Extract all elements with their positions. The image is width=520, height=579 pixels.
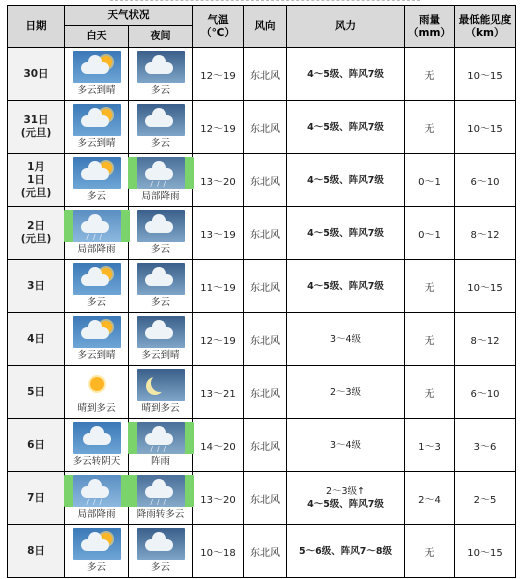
wind-dir-cell: 东北风 — [244, 101, 287, 154]
day-weather-cell — [65, 419, 129, 472]
header-wind-dir: 风向 — [244, 6, 287, 48]
day-weather-label: 多云转阴天 — [72, 456, 121, 467]
partly-cloudy-day-icon — [73, 528, 121, 560]
date-text: 5日 — [27, 385, 45, 398]
cloudy-night-icon — [137, 263, 185, 295]
temp-cell: 13～20 — [193, 472, 244, 525]
rain-cell: 无 — [405, 366, 455, 419]
wind-dir-cell: 东北风 — [244, 313, 287, 366]
wind-force-text: 4～5级、阵风7级 — [307, 68, 384, 80]
temp-cell: 12～19 — [193, 48, 244, 101]
date-cell — [8, 313, 65, 366]
wind-dir-cell: 东北风 — [244, 260, 287, 313]
wind-force-text: 3～4级 — [329, 439, 362, 451]
date-cell — [8, 207, 65, 260]
night-weather-label: 降雨转多云 — [136, 509, 185, 520]
rain-day-icon: / / / — [73, 475, 121, 507]
night-weather-cell — [129, 313, 193, 366]
wind-force-text: 2～3级↑ — [325, 486, 366, 497]
date-cell — [8, 366, 65, 419]
date-text: 1月 1日 (元旦) — [20, 160, 52, 199]
wind-force-text: 4～5级、阵风7级 — [307, 121, 384, 133]
day-weather-cell — [65, 101, 129, 154]
visibility-cell: 8～12 — [455, 207, 516, 260]
header-temp-text: 气温 （℃） — [201, 13, 235, 39]
day-weather-label: 多云到晴 — [77, 350, 116, 361]
wind-force-cell — [287, 419, 405, 472]
day-weather-cell — [65, 260, 129, 313]
sunny-day-icon — [73, 369, 121, 401]
wind-force-cell — [287, 260, 405, 313]
day-weather-cell — [65, 472, 129, 525]
night-weather-cell — [129, 472, 193, 525]
date-cell — [8, 48, 65, 101]
rain-cell: 2～4 — [405, 472, 455, 525]
night-weather-label: 局部降雨 — [141, 191, 180, 202]
day-weather-cell — [65, 313, 129, 366]
night-weather-label: 多云 — [150, 244, 170, 255]
cloudy-night-icon — [137, 210, 185, 242]
cloudy-night-icon — [137, 104, 185, 136]
night-weather-label: 晴到多云 — [141, 403, 180, 414]
top-divider — [110, 0, 420, 4]
table-row — [8, 207, 516, 260]
header-day: 白天 — [65, 26, 129, 48]
day-weather-label: 多云 — [86, 297, 106, 308]
date-text: 31日 (元旦) — [20, 114, 52, 139]
rain-night-icon: / / / — [137, 475, 185, 507]
day-weather-cell — [65, 207, 129, 260]
rain-cell: 无 — [405, 525, 455, 578]
day-weather-label: 局部降雨 — [77, 509, 116, 520]
temp-cell: 13～19 — [193, 207, 244, 260]
date-text: 3日 — [27, 279, 45, 292]
cloudy-night-icon — [137, 316, 185, 348]
temp-cell: 14～20 — [193, 419, 244, 472]
visibility-cell: 10～15 — [455, 101, 516, 154]
wind-force-cell — [287, 472, 405, 525]
table-row — [8, 313, 516, 366]
partly-cloudy-day-icon — [73, 51, 121, 83]
table-row — [8, 472, 516, 525]
wind-force-text-2: 4～5级、阵风7级 — [307, 499, 384, 510]
wind-dir-cell: 东北风 — [244, 207, 287, 260]
day-weather-cell — [65, 154, 129, 207]
wind-dir-cell: 东北风 — [244, 419, 287, 472]
header-visibility — [455, 6, 516, 48]
temp-cell: 13～21 — [193, 366, 244, 419]
rain-day-icon: / / / — [73, 210, 121, 242]
wind-force-cell — [287, 366, 405, 419]
overcast-day-icon — [73, 422, 121, 454]
table-row — [8, 366, 516, 419]
table-row — [8, 419, 516, 472]
partly-cloudy-day-icon — [73, 263, 121, 295]
wind-dir-cell: 东北风 — [244, 525, 287, 578]
date-text: 8日 — [27, 544, 45, 557]
weather-forecast-table — [7, 5, 516, 578]
visibility-cell: 6～10 — [455, 366, 516, 419]
rain-cell: 无 — [405, 48, 455, 101]
date-text: 4日 — [27, 332, 45, 345]
day-weather-label: 局部降雨 — [77, 244, 116, 255]
partly-cloudy-day-icon — [73, 316, 121, 348]
visibility-cell: 6～10 — [455, 154, 516, 207]
temp-cell: 13～20 — [193, 154, 244, 207]
night-weather-label: 多云 — [150, 562, 170, 573]
date-cell — [8, 419, 65, 472]
day-weather-label: 多云到晴 — [77, 85, 116, 96]
table-row — [8, 260, 516, 313]
temp-cell: 10～18 — [193, 525, 244, 578]
night-weather-cell — [129, 154, 193, 207]
temp-cell: 12～19 — [193, 101, 244, 154]
wind-force-cell — [287, 101, 405, 154]
night-weather-cell — [129, 48, 193, 101]
table-row — [8, 154, 516, 207]
visibility-cell: 10～15 — [455, 260, 516, 313]
header-rain — [405, 6, 455, 48]
wind-dir-cell: 东北风 — [244, 472, 287, 525]
wind-force-cell — [287, 154, 405, 207]
header-visibility-text: 最低能见度 （km） — [458, 13, 512, 39]
temp-cell: 11～19 — [193, 260, 244, 313]
date-text: 7日 — [27, 491, 45, 504]
rain-cell: 1～3 — [405, 419, 455, 472]
temp-cell: 12～19 — [193, 313, 244, 366]
header-rain-text: 雨量 （mm） — [408, 13, 451, 39]
night-weather-cell — [129, 101, 193, 154]
night-weather-cell — [129, 207, 193, 260]
wind-dir-cell: 东北风 — [244, 48, 287, 101]
wind-force-cell — [287, 207, 405, 260]
rain-cell: 0～1 — [405, 207, 455, 260]
partly-cloudy-day-icon — [73, 104, 121, 136]
wind-force-cell — [287, 48, 405, 101]
date-text: 6日 — [27, 438, 45, 451]
day-weather-cell — [65, 525, 129, 578]
header-date: 日期 — [8, 6, 65, 48]
date-cell — [8, 154, 65, 207]
rain-night-icon: / / / — [137, 157, 185, 189]
date-cell — [8, 472, 65, 525]
header-wind-force: 风力 — [287, 6, 405, 48]
day-weather-cell — [65, 366, 129, 419]
wind-force-text: 3～4级 — [329, 333, 362, 345]
night-weather-cell — [129, 366, 193, 419]
wind-dir-cell: 东北风 — [244, 366, 287, 419]
visibility-cell: 10～15 — [455, 525, 516, 578]
visibility-cell: 2～5 — [455, 472, 516, 525]
header-night: 夜间 — [129, 26, 193, 48]
header-weather: 天气状况 — [65, 6, 193, 26]
clear-night-icon — [137, 369, 185, 401]
day-weather-label: 多云 — [86, 191, 106, 202]
day-weather-label: 多云到晴 — [77, 138, 116, 149]
day-weather-cell — [65, 48, 129, 101]
night-weather-cell — [129, 419, 193, 472]
wind-force-text: 4～5级、阵风7级 — [307, 174, 384, 186]
rain-cell: 无 — [405, 101, 455, 154]
visibility-cell: 3～6 — [455, 419, 516, 472]
partly-cloudy-day-icon — [73, 157, 121, 189]
rain-cell: 0～1 — [405, 154, 455, 207]
rain-cell: 无 — [405, 313, 455, 366]
wind-force-cell — [287, 313, 405, 366]
night-weather-cell — [129, 260, 193, 313]
date-cell — [8, 101, 65, 154]
wind-force-text: 4～5级、阵风7级 — [307, 227, 384, 239]
wind-force-text: 5～6级、阵风7～8级 — [299, 545, 392, 557]
day-weather-label: 晴到多云 — [77, 403, 116, 414]
wind-dir-cell: 东北风 — [244, 154, 287, 207]
date-cell — [8, 260, 65, 313]
date-text: 30日 — [23, 67, 49, 80]
night-weather-label: 多云到晴 — [141, 350, 180, 361]
wind-force-text: 4～5级、阵风7级 — [307, 280, 384, 292]
visibility-cell: 10～15 — [455, 48, 516, 101]
wind-force-cell — [287, 525, 405, 578]
day-weather-label: 多云 — [86, 562, 106, 573]
visibility-cell: 8～12 — [455, 313, 516, 366]
night-weather-label: 多云 — [150, 85, 170, 96]
header-temp — [193, 6, 244, 48]
date-cell — [8, 525, 65, 578]
cloudy-night-icon — [137, 528, 185, 560]
date-text: 2日 (元旦) — [20, 220, 52, 245]
night-weather-label: 阵雨 — [150, 456, 170, 467]
night-weather-label: 多云 — [150, 138, 170, 149]
table-row — [8, 101, 516, 154]
night-weather-label: 多云 — [150, 297, 170, 308]
table-row — [8, 48, 516, 101]
wind-force-text: 2～3级 — [329, 386, 362, 398]
rain-night-icon: / / / — [137, 422, 185, 454]
table-row — [8, 525, 516, 578]
cloudy-night-icon — [137, 51, 185, 83]
night-weather-cell — [129, 525, 193, 578]
rain-cell: 无 — [405, 260, 455, 313]
